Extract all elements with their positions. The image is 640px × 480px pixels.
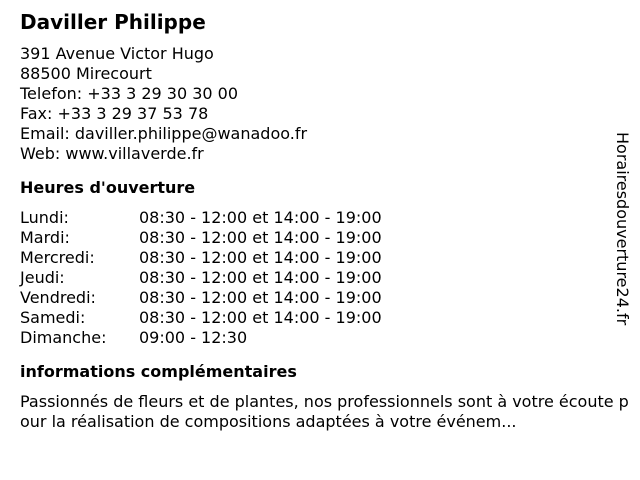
hours-row-wednesday xyxy=(20,248,620,268)
web-line: Web: www.villaverde.fr xyxy=(20,144,204,163)
hours-row-thursday xyxy=(20,268,620,288)
info-heading: informations complémentaires xyxy=(20,362,297,381)
day-hours: 08:30 - 12:00 et 14:00 - 19:00 xyxy=(139,268,382,287)
hours-row-saturday xyxy=(20,308,620,328)
email-line: Email: daviller.philippe@wanadoo.fr xyxy=(20,124,308,143)
day-hours: 09:00 - 12:30 xyxy=(139,328,248,347)
day-label: Lundi: xyxy=(20,208,69,227)
day-label: Dimanche: xyxy=(20,328,107,347)
day-hours: 08:30 - 12:00 et 14:00 - 19:00 xyxy=(139,248,382,267)
info-text: Passionnés de fleurs et de plantes, nos professionnels sont à votre écoute pour la réalisation de compositions adaptées à votre événem... xyxy=(20,392,629,431)
business-name: Daviller Philippe xyxy=(20,10,206,34)
day-label: Mercredi: xyxy=(20,248,95,267)
day-label: Jeudi: xyxy=(20,268,65,287)
hours-heading: Heures d'ouverture xyxy=(20,178,196,197)
day-label: Samedi: xyxy=(20,308,86,327)
day-hours: 08:30 - 12:00 et 14:00 - 19:00 xyxy=(139,308,382,327)
watermark-side-label: Horairesdouverture24.fr xyxy=(613,132,632,326)
fax-line: Fax: +33 3 29 37 53 78 xyxy=(20,104,209,123)
day-hours: 08:30 - 12:00 et 14:00 - 19:00 xyxy=(139,288,382,307)
address-line-2: 88500 Mirecourt xyxy=(20,64,152,83)
hours-row-tuesday xyxy=(20,228,620,248)
hours-list xyxy=(20,208,620,348)
day-hours: 08:30 - 12:00 et 14:00 - 19:00 xyxy=(139,228,382,247)
day-hours: 08:30 - 12:00 et 14:00 - 19:00 xyxy=(139,208,382,227)
day-label: Vendredi: xyxy=(20,288,96,307)
hours-row-friday xyxy=(20,288,620,308)
hours-row-monday xyxy=(20,208,620,228)
phone-line: Telefon: +33 3 29 30 30 00 xyxy=(20,84,239,103)
day-label: Mardi: xyxy=(20,228,70,247)
address-line-1: 391 Avenue Victor Hugo xyxy=(20,44,214,63)
hours-row-sunday xyxy=(20,328,620,348)
